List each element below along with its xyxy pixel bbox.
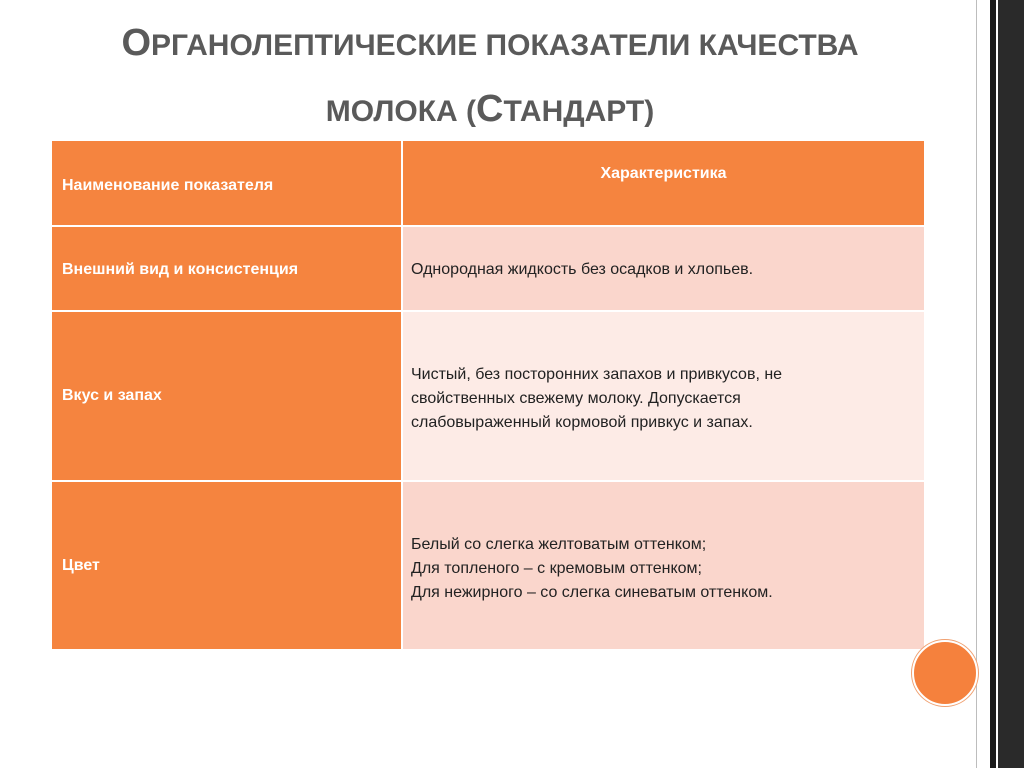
row-characteristic-cell <box>403 227 924 310</box>
title-line-1: ОРГАНОЛЕПТИЧЕСКИЕ ПОКАЗАТЕЛИ КАЧЕСТВА <box>121 22 859 64</box>
slide-title <box>40 14 940 146</box>
characteristic-line: Для нежирного – со слегка синеватым оттенком. <box>411 584 773 601</box>
header-cell-characteristic: Характеристика <box>403 141 924 225</box>
characteristic-line: свойственных свежему молоку. Допускается <box>411 390 741 407</box>
edge-border-outer <box>998 0 1024 768</box>
row-name-cell: Внешний вид и консистенция <box>52 227 401 310</box>
row-characteristic-cell <box>403 312 924 480</box>
title-line-2: МОЛОКА (СТАНДАРТ) <box>325 88 655 130</box>
characteristic-line: Чистый, без посторонних запахов и привкусов, не <box>411 366 783 383</box>
header-cell-name: Наименование показателя <box>52 141 401 225</box>
row-name-cell: Цвет <box>52 482 401 649</box>
characteristic-line: Однородная жидкость без осадков и хлопьев. <box>411 261 754 278</box>
table-row <box>52 227 924 310</box>
table-header-row <box>52 141 924 225</box>
edge-divider <box>976 0 977 768</box>
characteristic-line: Белый со слегка желтоватым оттенком; <box>411 536 707 553</box>
decorative-circle <box>912 640 978 706</box>
table-row <box>52 312 924 480</box>
row-name-cell: Вкус и запах <box>52 312 401 480</box>
characteristic-line: Для топленого – с кремовым оттенком; <box>411 560 702 577</box>
row-characteristic-cell <box>403 482 924 649</box>
table-row <box>52 482 924 649</box>
characteristic-line: слабовыраженный кормовой привкус и запах. <box>411 414 753 431</box>
